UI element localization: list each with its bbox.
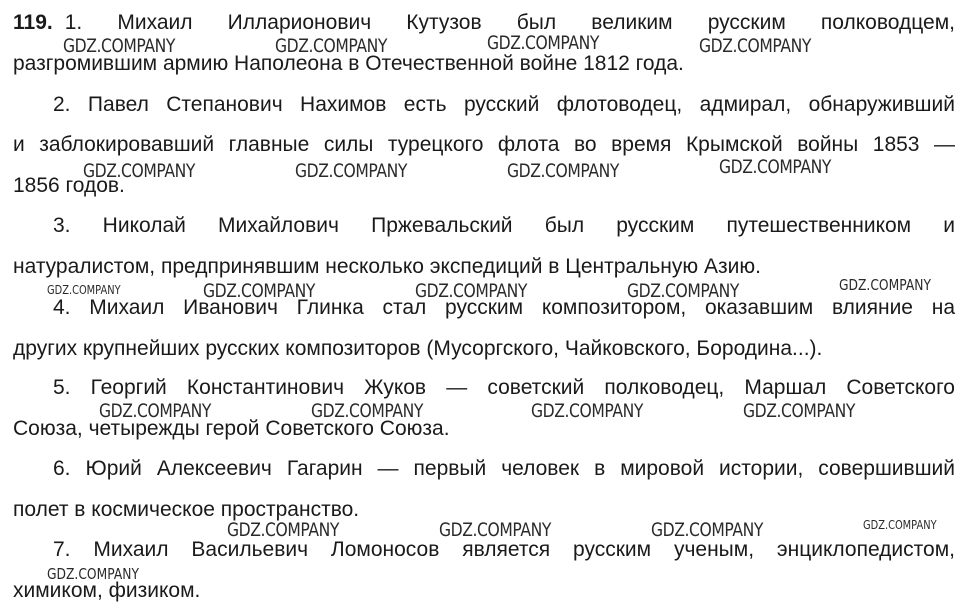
item-6-line-1: 6. Юрий Алексеевич Гагарин — первый человек в мировой истории, совершивший xyxy=(53,457,955,480)
watermark: GDZ.COMPANY xyxy=(651,519,764,541)
item-1-line-2: разгромившим армию Наполеона в Отечественной войне 1812 года. xyxy=(13,52,684,75)
item-1-line-1 xyxy=(13,10,955,36)
item-7-line-1: 7. Михаил Васильевич Ломоносов является русским ученым, энциклопедистом, xyxy=(53,538,955,561)
watermark: GDZ.COMPANY xyxy=(743,400,856,422)
watermark: GDZ.COMPANY xyxy=(47,565,139,583)
watermark: GDZ.COMPANY xyxy=(203,280,316,302)
watermark: GDZ.COMPANY xyxy=(627,280,740,302)
watermark: GDZ.COMPANY xyxy=(295,160,408,182)
watermark: GDZ.COMPANY xyxy=(507,160,620,182)
item-4-line-2: других крупнейших русских композиторов (Мусоргского, Чайковского, Бородина...). xyxy=(13,337,823,360)
watermark: GDZ.COMPANY xyxy=(719,156,832,178)
item-6-line-2: полет в космическое пространство. xyxy=(13,498,360,521)
watermark: GDZ.COMPANY xyxy=(275,35,388,57)
item-3-line-1: 3. Николай Михайлович Пржевальский был русским путешественником и xyxy=(53,214,955,237)
watermark: GDZ.COMPANY xyxy=(83,160,196,182)
watermark: GDZ.COMPANY xyxy=(311,400,424,422)
watermark: GDZ.COMPANY xyxy=(839,276,931,294)
item-2-line-3: 1856 годов. xyxy=(13,174,125,197)
watermark: GDZ.COMPANY xyxy=(415,280,528,302)
watermark: GDZ.COMPANY xyxy=(439,519,552,541)
watermark: GDZ.COMPANY xyxy=(699,35,812,57)
item-1-text-1: 1. Михаил Илларионович Кутузов был великим русским полководцем, xyxy=(64,11,955,34)
item-7-line-2: химиком, физиком. xyxy=(13,579,201,602)
task-number: 119. xyxy=(13,11,53,34)
watermark: GDZ.COMPANY xyxy=(531,400,644,422)
item-2-line-1: 2. Павел Степанович Нахимов есть русский флотоводец, адмирал, обнаруживший xyxy=(53,93,955,116)
watermark: GDZ.COMPANY xyxy=(63,35,176,57)
watermark: GDZ.COMPANY xyxy=(227,519,340,541)
item-3-line-2: натуралистом, предпринявшим несколько экспедиций в Центральную Азию. xyxy=(13,255,761,278)
watermark: GDZ.COMPANY xyxy=(487,32,600,54)
item-4-line-1: 4. Михаил Иванович Глинка стал русским композитором, оказавшим влияние на xyxy=(53,296,955,319)
watermark: GDZ.COMPANY xyxy=(99,400,212,422)
item-5-line-1: 5. Георгий Константинович Жуков — советский полководец, Маршал Советского xyxy=(53,376,955,399)
item-2-line-2: и заблокировавший главные силы турецкого флота во время Крымской войны 1853 — xyxy=(13,133,955,156)
watermark: GDZ.COMPANY xyxy=(47,283,121,297)
item-5-line-2: Союза, четырежды герой Советского Союза. xyxy=(13,417,450,440)
watermark: GDZ.COMPANY xyxy=(863,518,937,532)
